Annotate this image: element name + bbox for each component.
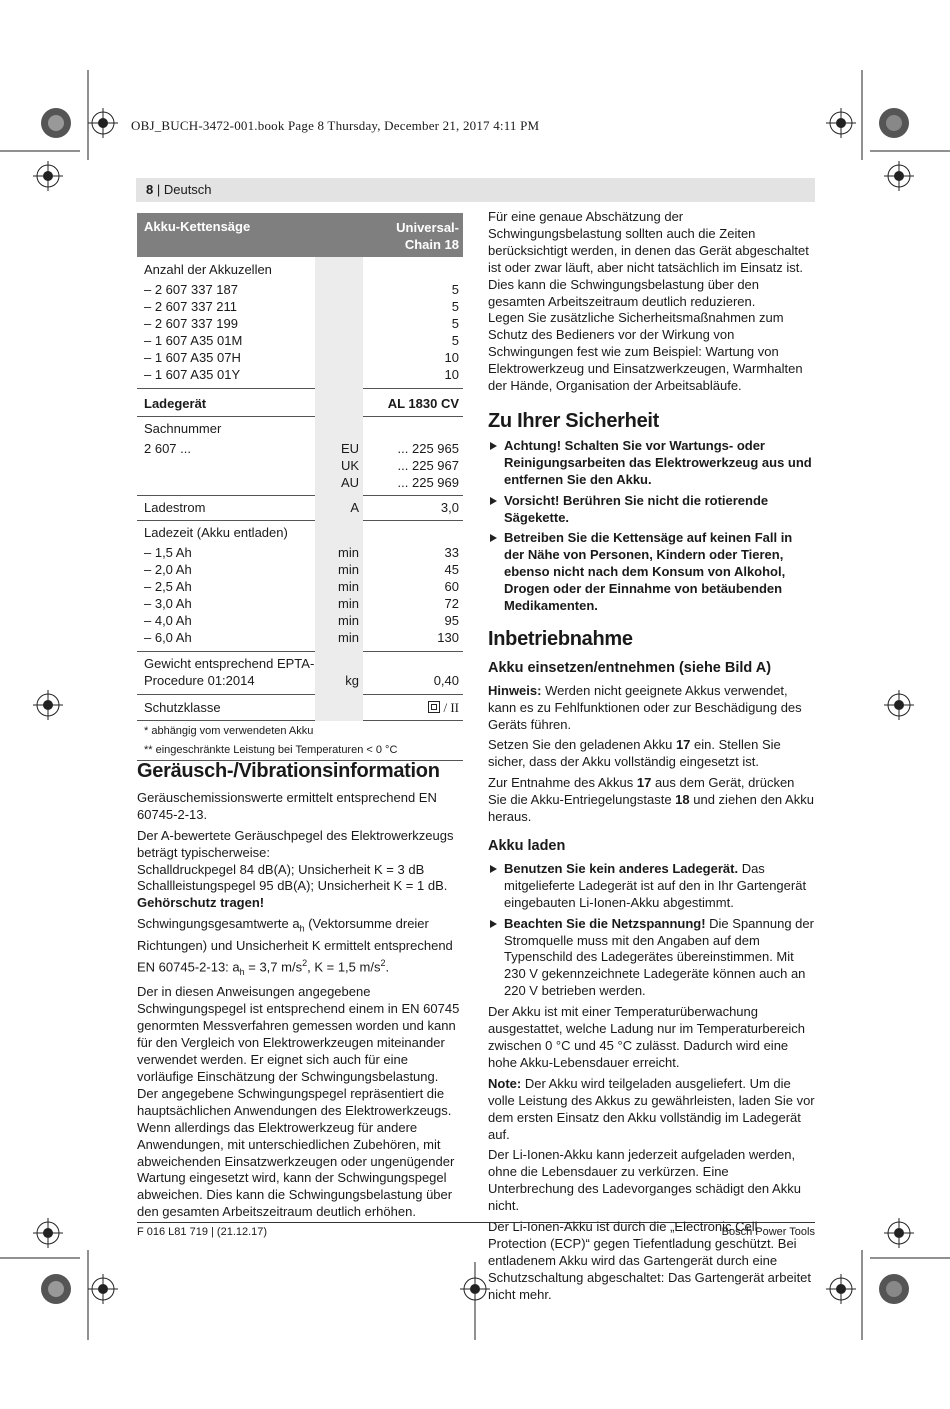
cells-title: Anzahl der Akkuzellen	[144, 262, 272, 277]
ladezeit-value: 33	[444, 545, 459, 560]
paragraph: Legen Sie zusätzliche Sicherheitsmaßnahmen zum Schutz des Bedieners vor der Wirkung von Schwingungen fest wie zum Beispiel: Wartung von Elektrowerkzeug und Einsatzwerkzeugen, Warmhalten der Hände, Organisation der Arbeitsabläufe.	[488, 310, 803, 394]
region: EU	[340, 441, 359, 456]
page-number: 8	[146, 182, 154, 197]
cell-label: 2 607 337 199	[154, 316, 238, 331]
safety-item: Vorsicht! Berühren Sie nicht die rotierende Sägekette.	[488, 493, 815, 527]
cell-label: 2 607 337 211	[154, 299, 238, 314]
ladezeit-label: 4,0 Ah	[154, 613, 192, 628]
ladezeit-title: Ladezeit (Akku entladen)	[144, 525, 288, 540]
right-column	[488, 209, 815, 1304]
paragraph: Schallleistungspegel 95 dB(A); Unsicherheit K = 1 dB.	[137, 878, 448, 894]
paragraph: Der in diesen Anweisungen angegebene Schwingungspegel ist entsprechend einem in EN 60745 genormten Messverfahren gemessen worden und kann für den Vergleich von Elektrowerkzeugen miteinander verwendet werden. Er eignet sich auch für eine vorläufige Einschätzung der Schwingungsbelastung.	[137, 984, 460, 1085]
cell-label: 1 607 A35 01M	[154, 333, 243, 348]
region-value: ... 225 969	[397, 475, 459, 490]
note: Note: Der Akku wird teilgeladen ausgeliefert. Um die volle Leistung des Akkus zu gewährleisten, laden Sie vor dem ersten Einsatz den Akku vollständig im Ladegerät auf.	[488, 1075, 815, 1142]
ladezeit-unit: min	[338, 596, 359, 611]
hint: Hinweis: Werden nicht geeignete Akkus verwendet, kann es zu Fehlfunktionen oder zur Beschädigung des Geräts führen.	[488, 682, 802, 732]
paragraph: Der Li-Ionen-Akku kann jederzeit aufgeladen werden, ohne die Lebensdauer zu verkürzen. Eine Unterbrechung des Ladevorganges schädigt den Akku nicht.	[488, 1147, 801, 1214]
table-header-value-2: Chain 18	[404, 237, 459, 252]
schutz-label: Schutzklasse	[144, 700, 221, 715]
left-column	[137, 760, 463, 1221]
table-row	[137, 499, 463, 516]
ladezeit-value: 72	[444, 596, 459, 611]
paragraph: Zur Entnahme des Akkus 17 aus dem Gerät, drücken Sie die Akku-Entriegelungstaste 18 und ziehen den Akku heraus.	[488, 775, 814, 825]
ladezeit-label: 1,5 Ah	[154, 545, 192, 560]
paragraph: Für eine genaue Abschätzung der Schwingungsbelastung sollten auch die Zeiten berücksichtigt werden, in denen das Gerät abgeschaltet ist oder zwar läuft, aber nicht tatsächlich im Einsatz ist. Dies kann die Schwingungsbelastung über den gesamten Arbeitszeitraum deutlich reduzieren.	[488, 209, 809, 309]
ladezeit-value: 95	[444, 613, 459, 628]
cell-label: 2 607 337 187	[154, 282, 238, 297]
safety-item: Betreiben Sie die Kettensäge auf keinen Fall in der Nähe von Personen, Kindern oder Tieren, ebenso nicht nach dem Konsum von Alkohol, Drogen oder der Einnahme von betäubenden Medikamenten.	[488, 530, 815, 615]
paragraph: Der angegebene Schwingungspegel repräsentiert die hauptsächlichen Anwendungen des Elektrowerkzeugs. Wenn allerdings das Elektrowerkzeug für andere Anwendungen, mit unterschiedlichen Zubehören, mit abweichenden Einsatzwerkzeugen oder ungenügender Wartung eingesetzt wird, kann der Schwingungspegel abweichen. Dies kann die Schwingungsbelastung über den gesamten Arbeitszeitraum deutlich erhöhen.	[137, 1085, 455, 1220]
vibration-heading: Geräusch-/Vibrationsinformation	[137, 760, 440, 782]
paragraph: Setzen Sie den geladenen Akku 17 ein. Stellen Sie sicher, dass der Akku vollständig eingesetzt ist.	[488, 737, 781, 770]
table-row	[137, 440, 463, 457]
page-header: 8 | Deutsch	[136, 178, 815, 202]
region: AU	[340, 475, 359, 490]
table-header-value-1: Universal-	[396, 220, 459, 235]
safety-item: Achtung! Schalten Sie vor Wartungs- oder Reinigungsarbeiten das Elektrowerkzeug aus und entfernen Sie den Akku.	[488, 438, 815, 489]
cell-value: 5	[451, 299, 459, 314]
table-row	[137, 261, 463, 278]
paragraph: Schalldruckpegel 84 dB(A); Unsicherheit K = 3 dB	[137, 861, 425, 877]
charge-item: Benutzen Sie kein anderes Ladegerät. Das mitgelieferte Ladegerät ist auf den in Ihr Gartengerät eingebauten Li-Ionen-Akku abgestimmt.	[488, 861, 815, 912]
ladestrom-unit: A	[350, 500, 359, 515]
schutz-value: / II	[440, 700, 459, 715]
table-row	[137, 474, 463, 491]
footer-doc-number: F 016 L81 719 | (21.12.17)	[137, 1226, 268, 1238]
sachnummer-prefix: 2 607 ...	[144, 441, 191, 456]
page-language: Deutsch	[163, 182, 212, 197]
footnote-1: * abhängig vom verwendeten Akku	[144, 725, 314, 737]
cell-value: 10	[444, 367, 459, 382]
charger-label: Ladegerät	[144, 396, 207, 411]
table-row: – 2 607 337 199 5	[144, 316, 459, 331]
table-row	[137, 457, 463, 474]
safety-heading: Zu Ihrer Sicherheit	[488, 409, 660, 432]
region: UK	[340, 458, 359, 473]
cell-label: 1 607 A35 07H	[154, 350, 241, 365]
ladezeit-value: 130	[437, 630, 459, 645]
spec-table	[137, 213, 463, 761]
table-row	[137, 420, 463, 437]
insert-heading: Akku einsetzen/entnehmen (siehe Bild A)	[488, 659, 772, 676]
cell-value: 10	[444, 350, 459, 365]
ladezeit-unit: min	[338, 630, 359, 645]
table-header-label: Akku-Kettensäge	[144, 219, 251, 234]
table-row	[137, 524, 463, 541]
class-ii-icon	[428, 701, 440, 713]
paragraph: Der Li-Ionen-Akku ist durch die „Electronic Cell Protection (ECP)“ gegen Tiefentladung geschützt. Bei entladenem Akku wird das Gartengerät durch eine Schutzschaltung abgeschaltet: Das Gartengerät arbeitet nicht mehr.	[488, 1219, 812, 1302]
ladezeit-unit: min	[338, 545, 359, 560]
table-row	[137, 395, 463, 412]
table-row: – 1,5 Ah min 33	[144, 545, 459, 560]
region-value: ... 225 965	[397, 441, 459, 456]
region-value: ... 225 967	[397, 458, 459, 473]
sachnummer-label: Sachnummer	[144, 421, 222, 436]
cell-value: 5	[451, 282, 459, 297]
ladezeit-label: 6,0 Ah	[154, 630, 192, 645]
paragraph-bold: Gehörschutz tragen!	[137, 895, 265, 911]
table-row: – 6,0 Ah min 130	[144, 630, 459, 645]
table-row	[137, 655, 463, 672]
charger-value: AL 1830 CV	[387, 396, 459, 411]
footnote-2: ** eingeschränkte Leistung bei Temperaturen < 0 °C	[144, 744, 398, 756]
table-row: – 4,0 Ah min 95	[144, 613, 459, 628]
weight-unit: kg	[345, 673, 359, 688]
table-row: – 2 607 337 211 5	[144, 299, 459, 314]
ladezeit-label: 3,0 Ah	[154, 596, 192, 611]
weight-value: 0,40	[433, 673, 459, 688]
ladestrom-value: 3,0	[440, 500, 459, 515]
ladezeit-unit: min	[338, 613, 359, 628]
ladezeit-label: 2,0 Ah	[154, 562, 192, 577]
book-header: OBJ_BUCH-3472-001.book Page 8 Thursday, December 21, 2017 4:11 PM	[131, 118, 540, 133]
table-row: – 1 607 A35 01M 5	[144, 333, 459, 348]
charge-heading: Akku laden	[488, 838, 566, 854]
ladezeit-label: 2,5 Ah	[154, 579, 192, 594]
ladezeit-value: 45	[444, 562, 459, 577]
table-row: – 3,0 Ah min 72	[144, 596, 459, 611]
table-header	[137, 213, 463, 257]
paragraph: Geräuschemissionswerte ermittelt entsprechend EN 60745-2-13.	[137, 789, 437, 822]
ladezeit-value: 60	[444, 579, 459, 594]
table-row	[137, 672, 463, 689]
weight-label-2: Procedure 01:2014	[144, 673, 255, 688]
charge-item: Beachten Sie die Netzspannung! Die Spannung der Stromquelle muss mit den Angaben auf dem Typenschild des Ladegerätes übereinstimmen. Mit 230 V gekennzeichnete Ladegeräte können auch an 220 V betrieben werden.	[488, 916, 815, 1001]
table-row: – 2 607 337 187 5	[144, 282, 459, 297]
paragraph: Der Akku ist mit einer Temperaturüberwachung ausgestattet, welche Ladung nur im Temperaturbereich zwischen 0 °C und 45 °C zulässt. Dadurch wird eine hohe Akku-Lebensdauer erreicht.	[488, 1004, 806, 1070]
weight-label-1: Gewicht entsprechend EPTA-	[144, 656, 315, 671]
table-row: – 2,0 Ah min 45	[144, 562, 459, 577]
footer-brand: Bosch Power Tools	[721, 1226, 815, 1238]
table-row: – 2,5 Ah min 60	[144, 579, 459, 594]
cell-value: 5	[451, 316, 459, 331]
cell-value: 5	[451, 333, 459, 348]
ladestrom-label: Ladestrom	[144, 500, 206, 515]
paragraph: Der A-bewertete Geräuschpegel des Elektrowerkzeugs beträgt typischerweise:	[137, 827, 454, 860]
table-row: – 1 607 A35 01Y 10	[144, 367, 459, 382]
cell-label: 1 607 A35 01Y	[154, 367, 241, 382]
startup-heading: Inbetriebnahme	[488, 627, 633, 650]
table-row: – 1 607 A35 07H 10	[144, 350, 459, 365]
ladezeit-unit: min	[338, 579, 359, 594]
footer-rule	[137, 1222, 815, 1223]
table-row	[137, 699, 463, 716]
ladezeit-unit: min	[338, 562, 359, 577]
vibration-values: Schwingungsgesamtwerte $a_h$ (Vektorsumme dreier Richtungen) und Unsicherheit K ermittelt entsprechend EN 60745-2-13: $a_h = 3,7$ $m/s^2$, K = 1,5 $m/s^2$.	[137, 916, 453, 977]
